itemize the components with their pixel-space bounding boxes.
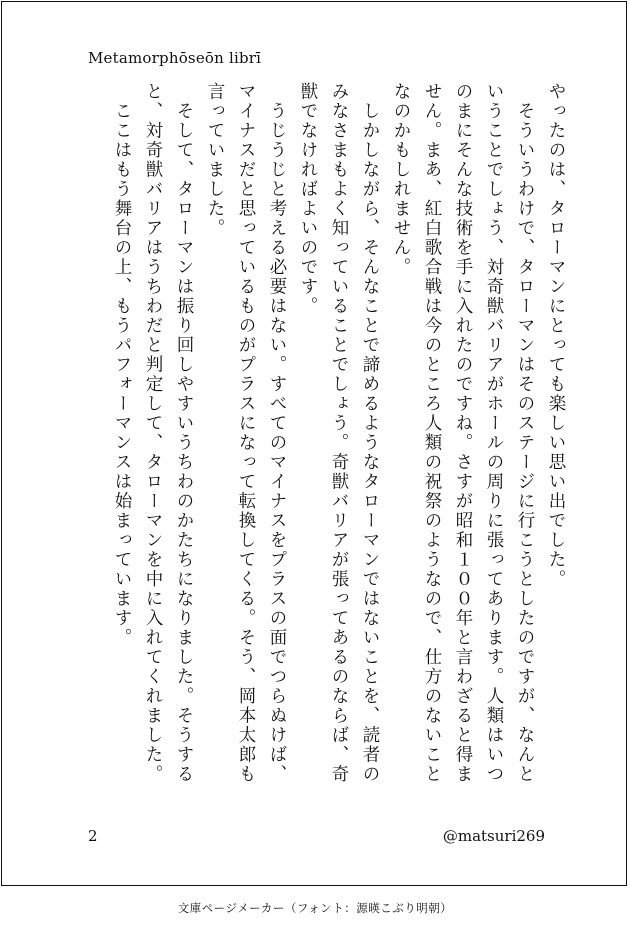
- text-line: やったのは、タローマンにとっても楽しい思い出でした。: [546, 82, 566, 589]
- text-line: なのかもしれません。: [391, 82, 411, 277]
- text-line: いうことでしょう、対奇獣バリアがホールの周りに張ってあります。人類はいつ: [484, 82, 504, 784]
- body-text: [76, 82, 567, 810]
- text-line: マイナスだと思っているものがプラスになって転換してくる。そう、岡本太郎も: [236, 82, 256, 784]
- text-line: 言っていました。: [205, 82, 225, 238]
- text-line: 獣でなければよいのです。: [298, 82, 318, 316]
- page-number: 2: [88, 827, 98, 845]
- text-line: みなさまもよく知っていることでしょう。奇獣バリアが張ってあるのならば、奇: [329, 82, 349, 784]
- text-line: せん。まあ、紅白歌合戦は今のところ人類の祝祭のようなので、仕方のないこと: [422, 82, 442, 784]
- text-line: と、対奇獣バリアはうちわだと判定して、タローマンを中に入れてくれました。: [143, 82, 163, 784]
- text-line: そういうわけで、タローマンはそのステージに行こうとしたのですが、なんと: [515, 82, 535, 784]
- generator-caption: 文庫ページメーカー（フォント：源暎こぶり明朝）: [177, 901, 453, 915]
- book-title: Metamorphōseōn librī: [88, 49, 262, 67]
- text-line: そして、タローマンは振り回しやすいうちわのかたちになりました。そうする: [174, 82, 194, 784]
- text-line: しかしながら、そんなことで諦めるようなタローマンではないことを、読者の: [360, 82, 380, 784]
- text-line: のまにそんな技術を手に入れたのですね。さすが昭和１００年と言わざると得ま: [453, 82, 473, 784]
- page-frame: [1, 1, 627, 886]
- text-line: ここはもう舞台の上、もうパフォーマンスは始まっています。: [112, 82, 132, 648]
- author-handle: @matsuri269: [442, 827, 545, 845]
- text-line: うじうじと考える必要はない。すべてのマイナスをプラスの面でつらぬけば、: [267, 82, 287, 784]
